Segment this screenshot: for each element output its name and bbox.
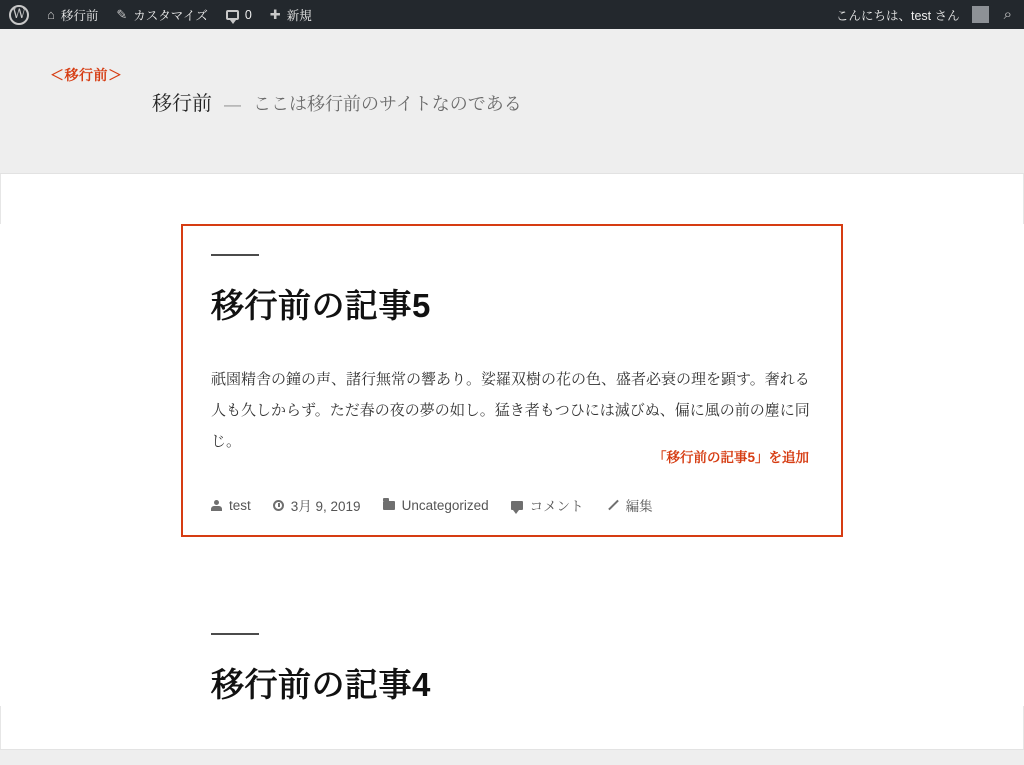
comment-icon <box>511 501 523 510</box>
post-article <box>181 633 843 706</box>
admin-bar-right-group <box>827 0 1024 29</box>
post-title[interactable]: 移行前の記事5 <box>211 287 431 324</box>
meta-comments-label: コメント <box>529 499 584 515</box>
title-separator: — <box>224 95 241 114</box>
meta-author[interactable] <box>211 498 251 513</box>
admin-bar-item-customize[interactable] <box>107 0 217 29</box>
post-title[interactable]: 移行前の記事4 <box>211 666 431 704</box>
site-header <box>0 29 1024 174</box>
site-title[interactable]: 移行前 <box>152 93 212 115</box>
admin-bar-my-account[interactable] <box>827 0 998 29</box>
site-description: ここは移行前のサイトなのである <box>253 94 522 114</box>
annotation-top-left: ＜移行前＞ <box>50 67 123 83</box>
meta-category-label: Uncategorized <box>401 497 489 513</box>
admin-bar-item-new[interactable] <box>261 0 321 29</box>
post-body-text: 祇園精舎の鐘の声、諸行無常の響あり。娑羅双樹の花の色、盛者必衰の理を顕す。奢れる人も久しからず。ただ春の夜の夢の如し。猛き者もつひには滅びぬ、偏に風の前の塵に同じ。 <box>211 371 810 450</box>
pencil-icon: ✎ <box>116 7 128 22</box>
search-icon[interactable]: ⌕ <box>1003 6 1012 23</box>
post-meta <box>211 495 813 515</box>
post-article-highlighted <box>181 224 843 537</box>
pencil-icon <box>606 499 619 512</box>
site-branding <box>152 87 522 116</box>
meta-edit-label: 編集 <box>625 499 653 515</box>
account-greeting: こんにちは、test さん <box>835 8 960 23</box>
admin-bar-item-comments-count: 0 <box>244 7 252 22</box>
folder-icon <box>383 501 395 510</box>
admin-bar-left-group <box>0 0 321 29</box>
wp-logo-menu[interactable] <box>0 0 38 29</box>
post-rule <box>211 254 259 256</box>
admin-bar-item-comments[interactable] <box>217 0 261 29</box>
meta-edit[interactable] <box>606 495 653 515</box>
avatar <box>972 6 989 23</box>
meta-author-label: test <box>229 497 251 513</box>
clock-icon <box>273 500 284 511</box>
person-icon <box>211 500 222 511</box>
wp-admin-bar <box>0 0 1024 29</box>
plus-icon: ✚ <box>269 7 281 22</box>
main-content <box>0 224 1024 706</box>
meta-category[interactable] <box>383 498 489 513</box>
post-body <box>211 365 813 457</box>
comment-icon <box>226 10 239 20</box>
dashboard-icon: ⌂ <box>47 7 55 22</box>
page-bottom-strip <box>0 749 1024 765</box>
meta-comments[interactable] <box>511 495 584 515</box>
annotation-added-post: 「移行前の記事5」を追加 <box>652 450 809 465</box>
admin-bar-item-customize-label: カスタマイズ <box>133 8 208 23</box>
wordpress-logo-icon: W <box>9 5 29 25</box>
post-rule <box>211 633 259 635</box>
meta-date-label: 3月 9, 2019 <box>290 499 361 515</box>
admin-bar-item-site-label: 移行前 <box>60 8 99 23</box>
meta-date[interactable] <box>273 495 361 515</box>
admin-bar-item-new-label: 新規 <box>286 8 312 23</box>
admin-bar-item-site[interactable] <box>38 0 107 29</box>
